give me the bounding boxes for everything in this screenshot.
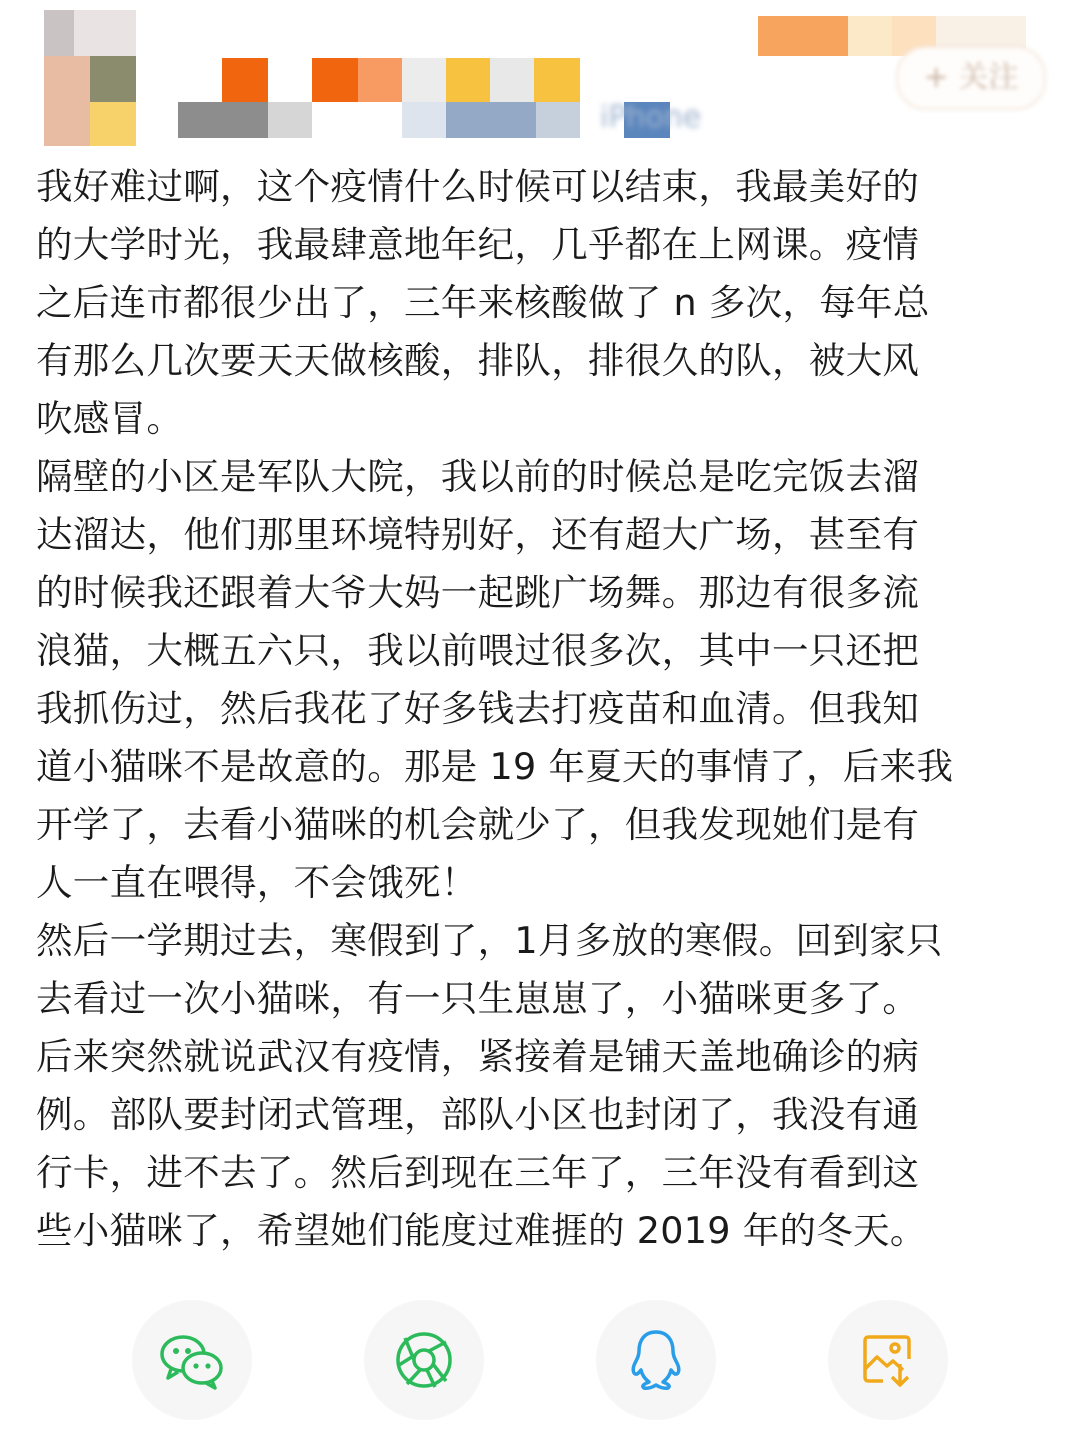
share-save-image-button[interactable]: [828, 1300, 948, 1420]
post-text-line: 我抓伤过，然后我花了好多钱去打疫苗和血清。但我知: [36, 687, 920, 730]
username-block: [312, 58, 358, 102]
username-block: [222, 58, 268, 102]
username-block: [534, 58, 580, 102]
post-text-line: 吹感冒。: [36, 397, 184, 440]
post-text-line: 浪猫，大概五六只，我以前喂过很多次，其中一只还把: [36, 629, 920, 672]
post-text-line: 去看过一次小猫咪，有一只生崽崽了，小猫咪更多了。: [36, 977, 920, 1020]
post-paragraph: [36, 158, 1056, 448]
meta-block: [536, 102, 580, 138]
post-text-line: 我好难过啊，这个疫情什么时候可以结束，我最美好的: [36, 165, 920, 208]
post-text-line: 后来突然就说武汉有疫情，紧接着是铺天盖地确诊的病: [36, 1035, 920, 1078]
post-text-line: 道小猫咪不是故意的。那是 19 年夏天的事情了，后来我: [36, 745, 954, 788]
post-text-line: 开学了，去看小猫咪的机会就少了，但我发现她们是有: [36, 803, 920, 846]
post-text-line: 有那么几次要天天做核酸，排队，排很久的队，被大风: [36, 339, 920, 382]
save-image-icon: [859, 1331, 917, 1389]
username-block: [446, 58, 490, 102]
post-text-line: 些小猫咪了，希望她们能度过难捱的 2019 年的冬天。: [36, 1209, 927, 1252]
post-text-line: 然后一学期过去，寒假到了，1月多放的寒假。回到家只: [36, 919, 943, 962]
post-meta-text: iPhone: [600, 100, 702, 135]
post-text-line: 的时候我还跟着大爷大妈一起跳广场舞。那边有很多流: [36, 571, 920, 614]
share-wechat-button[interactable]: [132, 1300, 252, 1420]
post-paragraph: [36, 912, 1056, 1260]
avatar-block: [44, 10, 74, 56]
post-text-line: 之后连市都很少出了，三年来核酸做了 n 多次，每年总: [36, 281, 930, 324]
username-block: [358, 58, 402, 102]
meta-block: [402, 102, 446, 138]
avatar-block: [90, 102, 136, 146]
share-qq-button[interactable]: [596, 1300, 716, 1420]
post-text-line: 的大学时光，我最肆意地年纪，几乎都在上网课。疫情: [36, 223, 920, 266]
follow-area-block: [758, 16, 848, 56]
avatar[interactable]: [44, 10, 136, 146]
share-bar: [0, 1300, 1080, 1420]
post-text-line: 达溜达，他们那里环境特别好，还有超大广场，甚至有: [36, 513, 920, 556]
avatar-block: [44, 56, 90, 146]
wechat-icon: [157, 1330, 227, 1390]
meta-block: [178, 102, 268, 138]
post-paragraph: [36, 448, 1056, 912]
username-block: [490, 58, 534, 102]
post-header: [0, 0, 1080, 150]
meta-block: [268, 102, 312, 138]
qq-icon: [628, 1328, 684, 1392]
post-text-line: 人一直在喂得，不会饿死！: [36, 861, 478, 904]
moments-icon: [393, 1329, 455, 1391]
share-moments-button[interactable]: [364, 1300, 484, 1420]
post-text-line: 例。部队要封闭式管理，部队小区也封闭了，我没有通: [36, 1093, 920, 1136]
post-text-line: 隔壁的小区是军队大院，我以前的时候总是吃完饭去溜: [36, 455, 920, 498]
post-text-line: 行卡，进不去了。然后到现在三年了，三年没有看到这: [36, 1151, 920, 1194]
username-block: [402, 58, 446, 102]
follow-button[interactable]: + 关注: [896, 46, 1046, 110]
meta-block: [446, 102, 536, 138]
follow-area-block: [848, 16, 892, 56]
avatar-block: [90, 56, 136, 102]
post-body: [36, 158, 1056, 1260]
